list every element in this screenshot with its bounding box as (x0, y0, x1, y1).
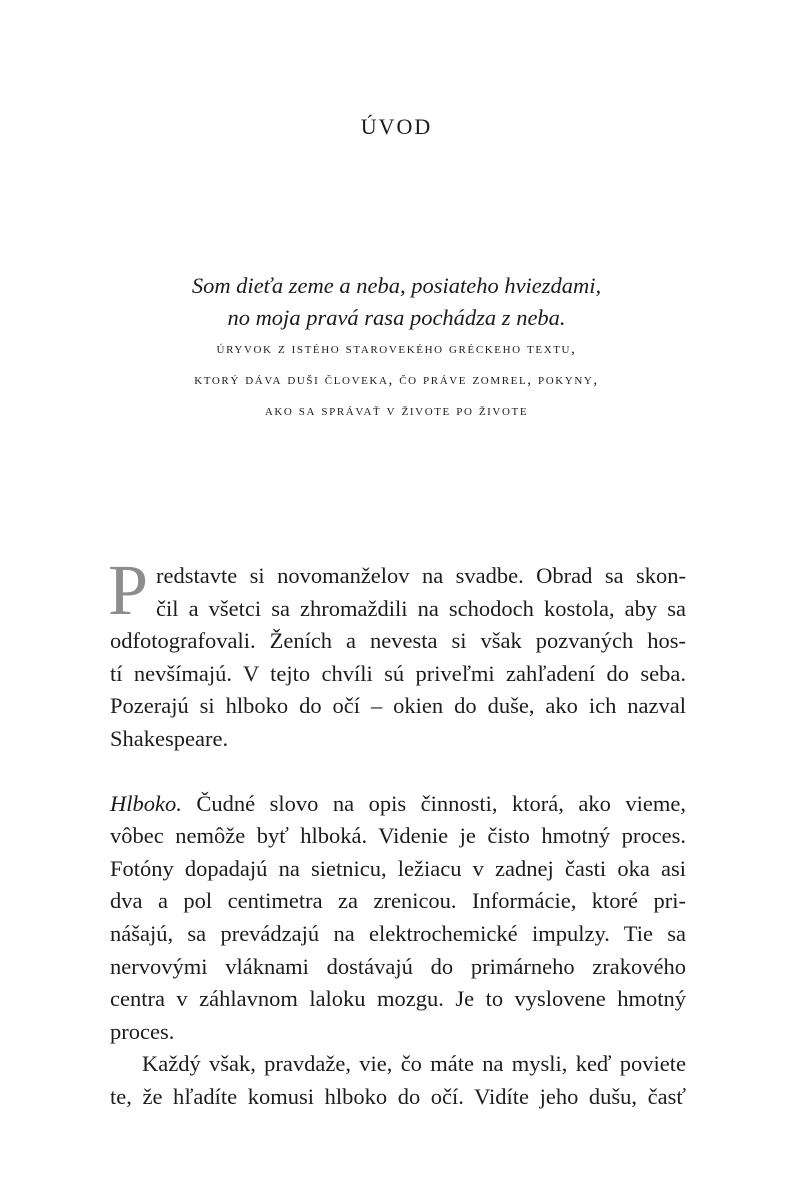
text-line: čil a všetci sa zhromaždili na schodoch kostola, aby sa (156, 595, 686, 621)
text-line (110, 788, 686, 821)
chapter-title: ÚVOD (360, 114, 433, 139)
text-line-content: Čudné slovo na opis činnosti, ktorá, ako vieme, (181, 790, 686, 816)
text-line: nervovými vláknami dostávajú do primárneho zrakového (110, 953, 686, 979)
text-line: tí nevšímajú. V tejto chvíli sú priveľmi zahľadení do seba. (110, 660, 686, 686)
text-line: odfotografovali. Ženích a nevesta si však pozvaných hos- (110, 628, 686, 654)
epigraph-source: ako sa správať v živote po živote (264, 403, 529, 419)
paragraph-3 (110, 1048, 686, 1113)
text-line: nášajú, sa prevádzajú na elektrochemické impulzy. Tie sa (110, 920, 686, 946)
paragraph-gap (110, 756, 686, 788)
epigraph-line: no moja pravá rasa pochádza z neba. (227, 305, 566, 330)
drop-cap: P (108, 550, 149, 630)
text-line: proces. (110, 1018, 175, 1044)
epigraph-source: úryvok z istého starovekého gréckeho textu, (216, 341, 577, 357)
text-line: Každý však, pravdaže, vie, čo máte na mysli, keď poviete (142, 1051, 686, 1077)
epigraph (0, 270, 793, 427)
text-line: dva a pol centimetra za zrenicou. Informácie, ktoré pri- (110, 888, 686, 914)
body-text (108, 550, 686, 1114)
paragraph-1 (108, 550, 686, 756)
text-line: centra v záhlavnom laloku mozgu. Je to vyslovene hmotný (110, 986, 686, 1012)
italic-lead-word: Hlboko. (110, 790, 182, 816)
text-line: Pozerajú si hlboko do očí – okien do duše, ako ich nazval (110, 693, 686, 719)
epigraph-line: Som dieťa zeme a neba, posiateho hviezdami, (191, 273, 602, 298)
paragraph-2 (110, 788, 686, 1049)
epigraph-source: ktorý dáva duši človeka, čo práve zomrel, pokyny, (194, 372, 599, 388)
text-line: Shakespeare. (110, 725, 229, 751)
text-line: Fotóny dopadajú na sietnicu, ležiacu v zadnej časti oka asi (110, 855, 686, 881)
text-line: vôbec nemôže byť hlboká. Videnie je čisto hmotný proces. (110, 823, 686, 849)
text-line: te, že hľadíte komusi hlboko do očí. Vidíte jeho dušu, časť (110, 1083, 686, 1109)
text-line-content: redstavte si novomanželov na svadbe. Obrad sa skon- (156, 563, 686, 588)
